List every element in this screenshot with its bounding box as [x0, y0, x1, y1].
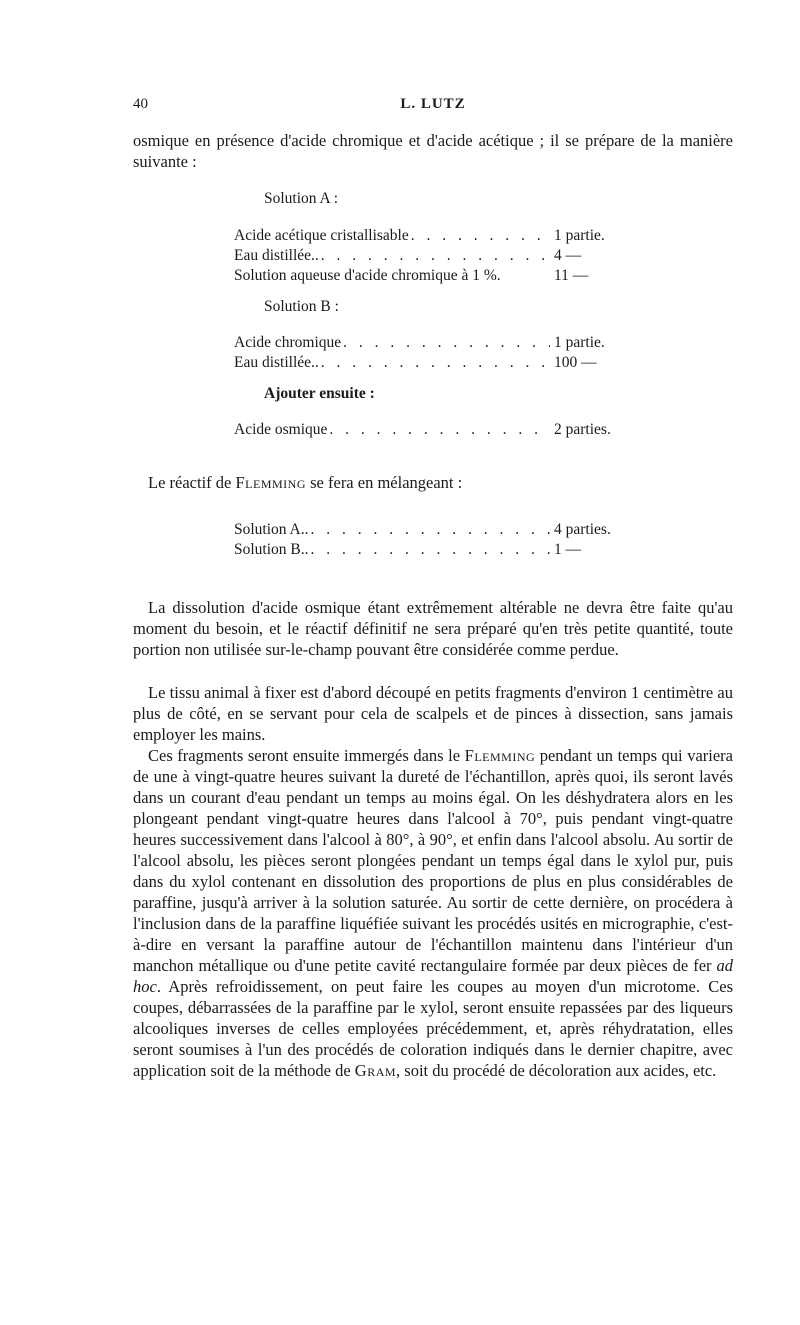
body-paragraph-3 — [133, 745, 733, 1081]
solution-a-recipe — [234, 226, 654, 286]
ingredient-quantity: 100 — — [554, 354, 597, 371]
flemming-mix-after: se fera en mélangeant : — [306, 473, 463, 492]
ingredient-name: Acide osmique — [234, 421, 328, 438]
flemming-name: Flemming — [464, 746, 536, 765]
p3-part-c: . Après refroidissement, on peut faire les coupes au moyen d'un microtome. Ces coupes, débarrassées de la paraffine par le xylol, seront ensuite repassées par des liqueurs alcooliques inverses de celles employées précédemment, et, après réhydratation, elles seront soumises à l'un des procédés de coloration indiqués dans le dernier chapitre, avec application soit de la méthode de — [133, 977, 733, 1080]
gram-name: Gram — [354, 1061, 397, 1080]
body-paragraph-1: La dissolution d'acide osmique étant extrêmement altérable ne devra être faite qu'au moment du besoin, et le réactif définitif ne sera préparé qu'en très petite quantité, toute portion non utilisée sur-le-champ pouvant être considérée comme perdue. — [133, 598, 733, 659]
flemming-recipe — [234, 520, 654, 560]
dot-leader — [411, 226, 550, 246]
ingredient-quantity: 4 — — [554, 247, 582, 264]
recipe-row — [234, 246, 654, 266]
ingredient-name: Eau distillée.. — [234, 354, 319, 371]
dot-leader — [321, 246, 550, 266]
recipe-row — [234, 353, 654, 373]
ingredient-quantity: 2 parties. — [554, 421, 611, 438]
p3-part-d: , soit du procédé de décoloration aux acides, etc. — [396, 1061, 717, 1080]
solution-b-label: Solution B : — [264, 298, 339, 315]
ingredient-quantity: 1 — — [554, 541, 582, 558]
ingredient-name: Solution A.. — [234, 521, 309, 538]
ingredient-quantity: 11 — — [554, 267, 589, 284]
p3-part-a: Ces fragments seront ensuite immergés dans le — [148, 746, 465, 765]
ingredient-quantity: 4 parties. — [554, 521, 611, 538]
flemming-name: Flemming — [235, 473, 306, 492]
recipe-row — [234, 266, 654, 286]
ad-hoc-term: ad hoc — [133, 956, 733, 996]
ajouter-label: Ajouter ensuite : — [264, 385, 375, 402]
solution-b-recipe — [234, 333, 654, 373]
ingredient-name: Solution aqueuse d'acide chromique à 1 %. — [234, 267, 501, 284]
body-paragraph-2: Le tissu animal à fixer est d'abord découpé en petits fragments d'environ 1 centimètre au plus de côté, en se servant pour cela de scalpels et de pinces à dissection, sans jamais employer les mains. — [133, 683, 733, 744]
ingredient-name: Solution B.. — [234, 541, 309, 558]
dot-leader — [321, 353, 550, 373]
p3-part-b: pendant un temps qui variera de une à vingt-quatre heures suivant la dureté de l'échantillon, après quoi, ils seront lavés dans un courant d'eau pendant un temps au moins égal. On les déshydratera alors en les plongeant pendant vingt-quatre heures dans l'alcool à 70°, puis pendant vingt-quatre heures successivement dans l'alcool à 80°, à 90°, et enfin dans l'alcool absolu. Au sortir de l'alcool absolu, les pièces seront plongées pendant un temps égal dans le xylol pur, puis dans du xylol contenant en dissolution des proportions de plus en plus considérables de paraffine, jusqu'à arriver à la solution saturée. Au sortir de cette dernière, on procédera à l'inclusion dans de la paraffine liquéfiée suivant les procédés usités en micrographie, c'est-à-dire en versant la paraffine autour de l'échantillon maintenu dans l'intérieur d'un manchon métallique ou d'une petite cavité rectangulaire formée par deux pièces de fer — [133, 746, 733, 975]
running-title: L. LUTZ — [400, 96, 466, 112]
dot-leader — [311, 520, 550, 540]
intro-paragraph: osmique en présence d'acide chromique et d'acide acétique ; il se prépare de la manière suivante : — [133, 131, 733, 171]
recipe-row — [234, 333, 654, 353]
recipe-row — [234, 520, 654, 540]
ingredient-quantity: 1 partie. — [554, 227, 605, 244]
recipe-row — [234, 540, 654, 560]
dot-leader — [343, 333, 550, 353]
ingredient-quantity: 1 partie. — [554, 334, 605, 351]
ajouter-recipe — [234, 420, 654, 440]
flemming-mix-sentence — [133, 472, 733, 493]
dot-leader — [329, 420, 550, 440]
dot-leader — [311, 540, 550, 560]
page-header — [133, 96, 733, 118]
ingredient-name: Eau distillée.. — [234, 247, 319, 264]
recipe-row — [234, 226, 654, 246]
recipe-row — [234, 420, 654, 440]
page-number: 40 — [133, 96, 148, 112]
flemming-mix-before: Le réactif de — [148, 473, 236, 492]
ingredient-name: Acide chromique — [234, 334, 342, 351]
ingredient-name: Acide acétique cristallisable — [234, 227, 409, 244]
solution-a-label: Solution A : — [264, 190, 339, 207]
